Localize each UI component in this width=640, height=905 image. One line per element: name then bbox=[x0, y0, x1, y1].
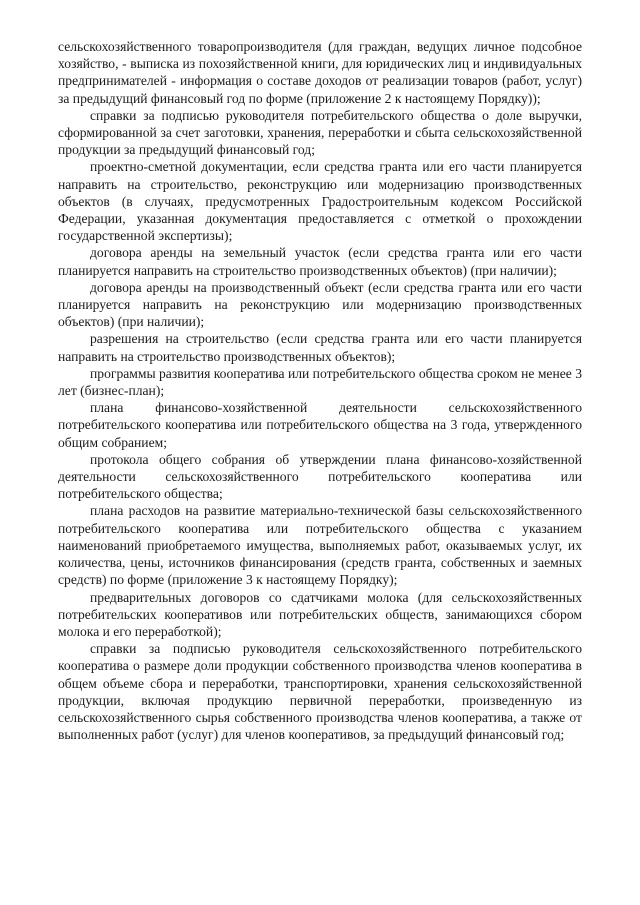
paragraph-own-production-share-certificate: справки за подписью руководителя сельскохозяйственного потребительского кооператива о размере доли продукции собственного производства членов кооператива в общем объеме сбора и переработки, транспортировки, хранения сельскохозяйственной продукции, включая продукцию первичной переработки, произведенную из сельскохозяйственного сырья собственного производства членов кооператива, а также от выполненных работ (услуг) для членов кооперативов, за предыдущий финансовый год; bbox=[58, 641, 582, 743]
paragraph-expense-plan: плана расходов на развитие материально-технической базы сельскохозяйственного потребительского кооператива или потребительского общества с указанием наименований приобретаемого имущества, выполняемых работ, оказываемых услуг, их количества, цены, источников финансирования (средств гранта, собственных и заемных средств) по форме (приложение 3 к настоящему Порядку); bbox=[58, 503, 582, 588]
paragraph-continuation: сельскохозяйственного товаропроизводителя (для граждан, ведущих личное подсобное хозяйство, - выписка из похозяйственной книги, для юридических лиц и индивидуальных предпринимателей - информация о составе доходов от реализации товаров (работ, услуг) за предыдущий финансовый год по форме (приложение 2 к настоящему Порядку)); bbox=[58, 39, 582, 106]
paragraph-construction-permit: разрешения на строительство (если средства гранта или его части планируется направить на строительство производственных объектов); bbox=[58, 331, 582, 364]
document-page bbox=[58, 38, 582, 743]
paragraph-development-program: программы развития кооператива или потребительского общества сроком не менее 3 лет (бизнес-план); bbox=[58, 365, 582, 399]
paragraph-consumer-society-revenue-certificate: справки за подписью руководителя потребительского общества о доле выручки, сформированной за счет заготовки, хранения, переработки и сбыта сельскохозяйственной продукции за предыдущий финансовый год; bbox=[58, 107, 582, 158]
paragraph-land-lease-agreement: договора аренды на земельный участок (если средства гранта или его части планируется направить на строительство производственных объектов) (при наличии); bbox=[58, 245, 582, 278]
paragraph-milk-supply-contracts: предварительных договоров со сдатчиками молока (для сельскохозяйственных потребительских кооперативов или потребительских обществ, занимающихся сбором молока и его переработкой); bbox=[58, 589, 582, 639]
paragraph-facility-lease-agreement: договора аренды на производственный объект (если средства гранта или его части планируется направить на реконструкцию или модернизацию производственных объектов) (при наличии); bbox=[58, 279, 582, 330]
paragraph-design-estimate-documentation: проектно-сметной документации, если средства гранта или его части планируется направить на строительство, реконструкцию или модернизацию производственных объектов (в случаях, предусмотренных Градостроительным кодексом Российской Федерации, указанная документация предоставляется с отметкой о прохождении государственной экспертизы); bbox=[58, 159, 582, 244]
paragraph-general-meeting-protocol: протокола общего собрания об утверждении плана финансово-хозяйственной деятельности сельскохозяйственного потребительского кооператива или потребительского общества; bbox=[58, 451, 582, 502]
paragraph-financial-plan: плана финансово-хозяйственной деятельности сельскохозяйственного потребительского кооператива или потребительского общества на 3 года, утвержденного общим собранием; bbox=[58, 400, 582, 450]
